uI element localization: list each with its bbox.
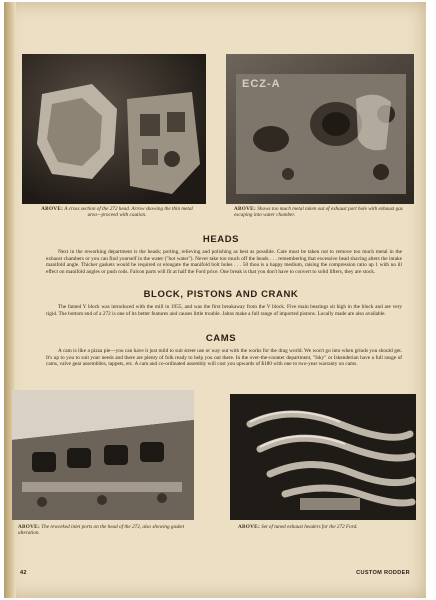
section-heading-cams: CAMS: [205, 333, 237, 344]
magazine-title: CUSTOM RODDER: [356, 570, 410, 576]
photo-caption-top-left: ABOVE: A cross section of the 272 head. Arrow showing the thin metal area—proceed with caution.: [41, 206, 193, 219]
engraved-stamp: ECZ-A: [242, 78, 281, 90]
section-body-heads: Next in the reworking department is the heads; porting, relieving and polishing as best as possible. Care must be taken not to remove too much metal in the exhaust chambers or you can find yourself in the water ("hot water"). Never take too much off the heads . . . remembering that excessive head shaving alters the intake manifold angle. Thicker gaskets would be required or elongate the manifold bolt holes . . . 50 thou is a happy medium, raising the compression ratio up 1 with no ill effect on manifold angles or push rods. Falcon parts will fit at half the Ford price. One break is that you don't have to convert to solid lifters, they are stock.: [46, 249, 402, 276]
photo-head-cross-section: [22, 54, 206, 204]
section-heading-block: BLOCK, PISTONS AND CRANK: [143, 289, 299, 300]
photo-inlet-ports: [12, 390, 194, 520]
magazine-page: [4, 2, 426, 598]
section-heading-heads: HEADS: [202, 234, 240, 245]
photo-caption-top-right: ABOVE: Shows too much metal taken out of exhaust port hole with exhaust gas escaping into water chamber.: [234, 206, 403, 219]
photo-exhaust-headers: [230, 394, 416, 520]
section-body-block: The famed Y block was introduced with the mill in 1955, and was the first breakaway from the V block. Five main bearings sit high in the block and are very rigid. The bottom end of a 272 is one of its better features and causes little trouble. Jahns make a full range of imported pistons. Locally made are also available.: [46, 304, 402, 317]
photo-caption-bottom-left: ABOVE: The reworked inlet ports on the head of the 272, also showing gasket alteration.: [18, 524, 185, 537]
section-body-cams: A cam is like a pizza pie—you can have it just mild to suit street use or way out with the works for the drag world. We won't go into when grinds you should get. It's up to you to suit your needs and there are plenty of folk ready to help you out there. In the over-the-counter department, "Isky" or Iskenderian have a full range of cams, valve gear assemblies, tappets, etc. A cam and co-ordinated assembly will cost you upwards of $180 with one to two-year warranty on cams.: [46, 348, 402, 368]
page-number: 42: [20, 570, 27, 576]
photo-caption-bottom-right: ABOVE: Set of tuned exhaust headers for the 272 Ford.: [238, 524, 358, 530]
photo-exhaust-port: [226, 54, 414, 204]
